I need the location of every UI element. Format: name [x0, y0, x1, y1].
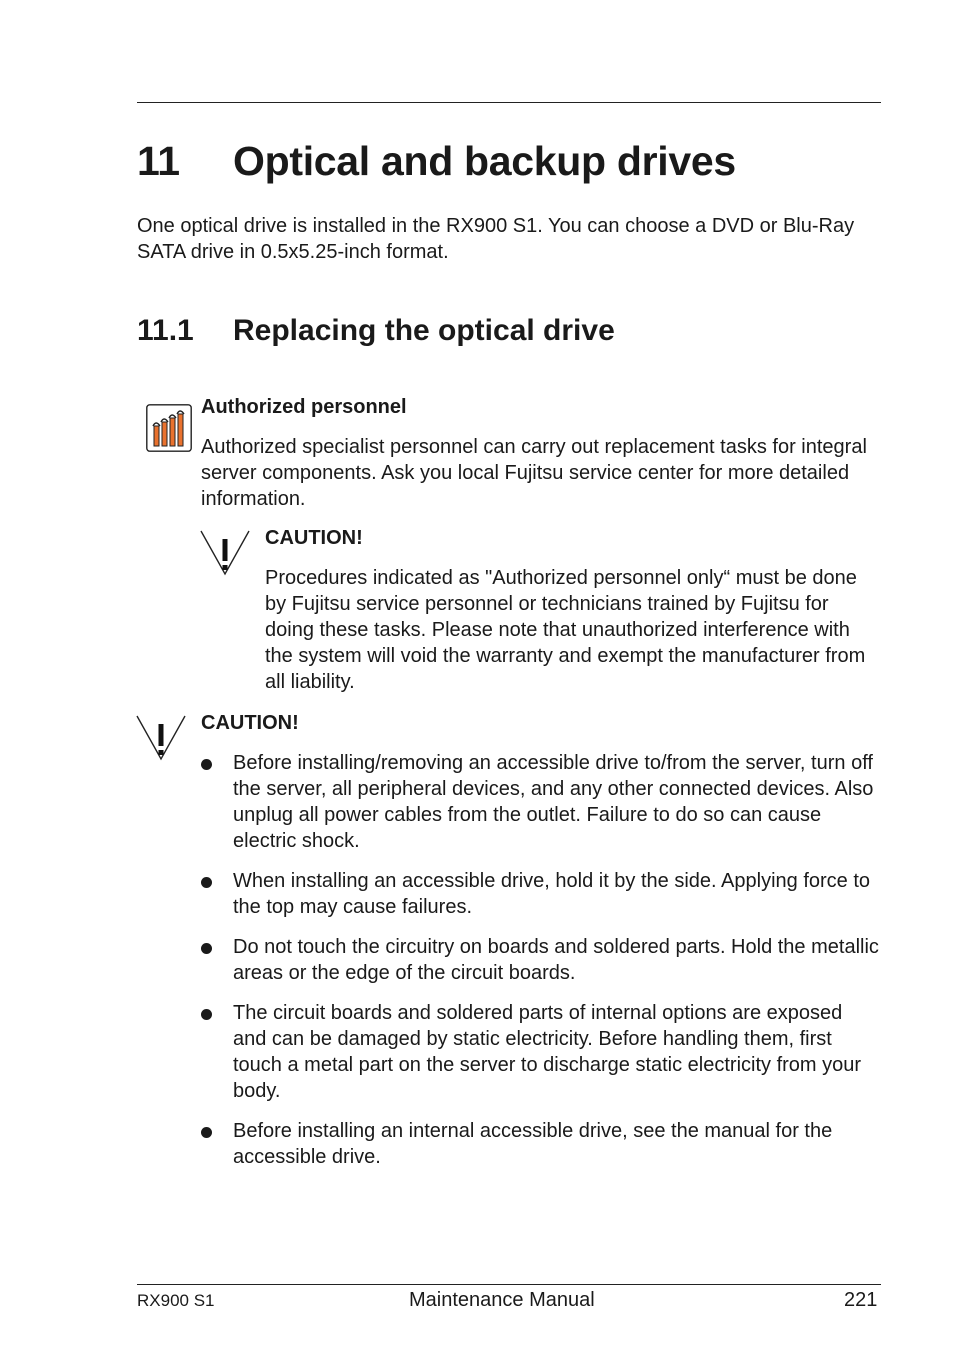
caution1-body: Procedures indicated as "Authorized personnel only“ must be done by Fujitsu service personnel or technicians trained by Fujitsu for doing these tasks. Please note that unauthorized interference with the system will void the warranty and exempt the manufacturer from all liability. [265, 567, 866, 693]
footer-model: RX900 S1 [137, 1291, 215, 1310]
bullet-icon [201, 877, 212, 888]
bullet-icon [201, 943, 212, 954]
footer-manual-title: Maintenance Manual [409, 1289, 595, 1311]
list-item: Before installing/removing an accessible drive to/from the server, turn off the server, all peripheral devices, and any other connected devices. Also unplug all power cables from the outlet. Failure to do so can cause electric shock. [201, 750, 881, 854]
authorized-title: Authorized personnel [201, 396, 407, 418]
list-item: Do not touch the circuitry on boards and soldered parts. Hold the metallic areas or the edge of the circuit boards. [201, 934, 881, 986]
authorized-personnel-icon [146, 404, 192, 452]
section-title: Replacing the optical drive [233, 314, 615, 347]
chapter-number: 11 [137, 138, 180, 184]
chapter-heading [137, 138, 736, 184]
caution-exclamation-icon [135, 715, 187, 761]
intro-paragraph: One optical drive is installed in the RX900 S1. You can choose a DVD or Blu-Ray SATA drive in 0.5x5.25-inch format. [137, 215, 855, 263]
list-item: The circuit boards and soldered parts of internal options are exposed and can be damaged by static electricity. Before handling them, first touch a metal part on the server to discharge static electricity from your body. [201, 1000, 881, 1104]
list-item: When installing an accessible drive, hold it by the side. Applying force to the top may cause failures. [201, 868, 881, 920]
caution2-title: CAUTION! [201, 712, 299, 734]
chapter-title: Optical and backup drives [233, 138, 736, 184]
page-number: 221 [844, 1289, 878, 1311]
bullet-icon [201, 759, 212, 770]
authorized-body: Authorized specialist personnel can carry out replacement tasks for integral server components. Ask you local Fujitsu service center for more detailed information. [201, 436, 867, 510]
bullet-icon [201, 1127, 212, 1138]
caution-exclamation-icon [199, 530, 251, 576]
caution1-title: CAUTION! [265, 527, 363, 549]
bullet-icon [201, 1009, 212, 1020]
section-number: 11.1 [137, 314, 194, 347]
caution2-list [201, 750, 881, 1184]
list-item: Before installing an internal accessible drive, see the manual for the accessible drive. [201, 1118, 881, 1170]
header-rule [137, 102, 881, 103]
section-heading [137, 313, 615, 349]
footer-rule [137, 1284, 881, 1285]
